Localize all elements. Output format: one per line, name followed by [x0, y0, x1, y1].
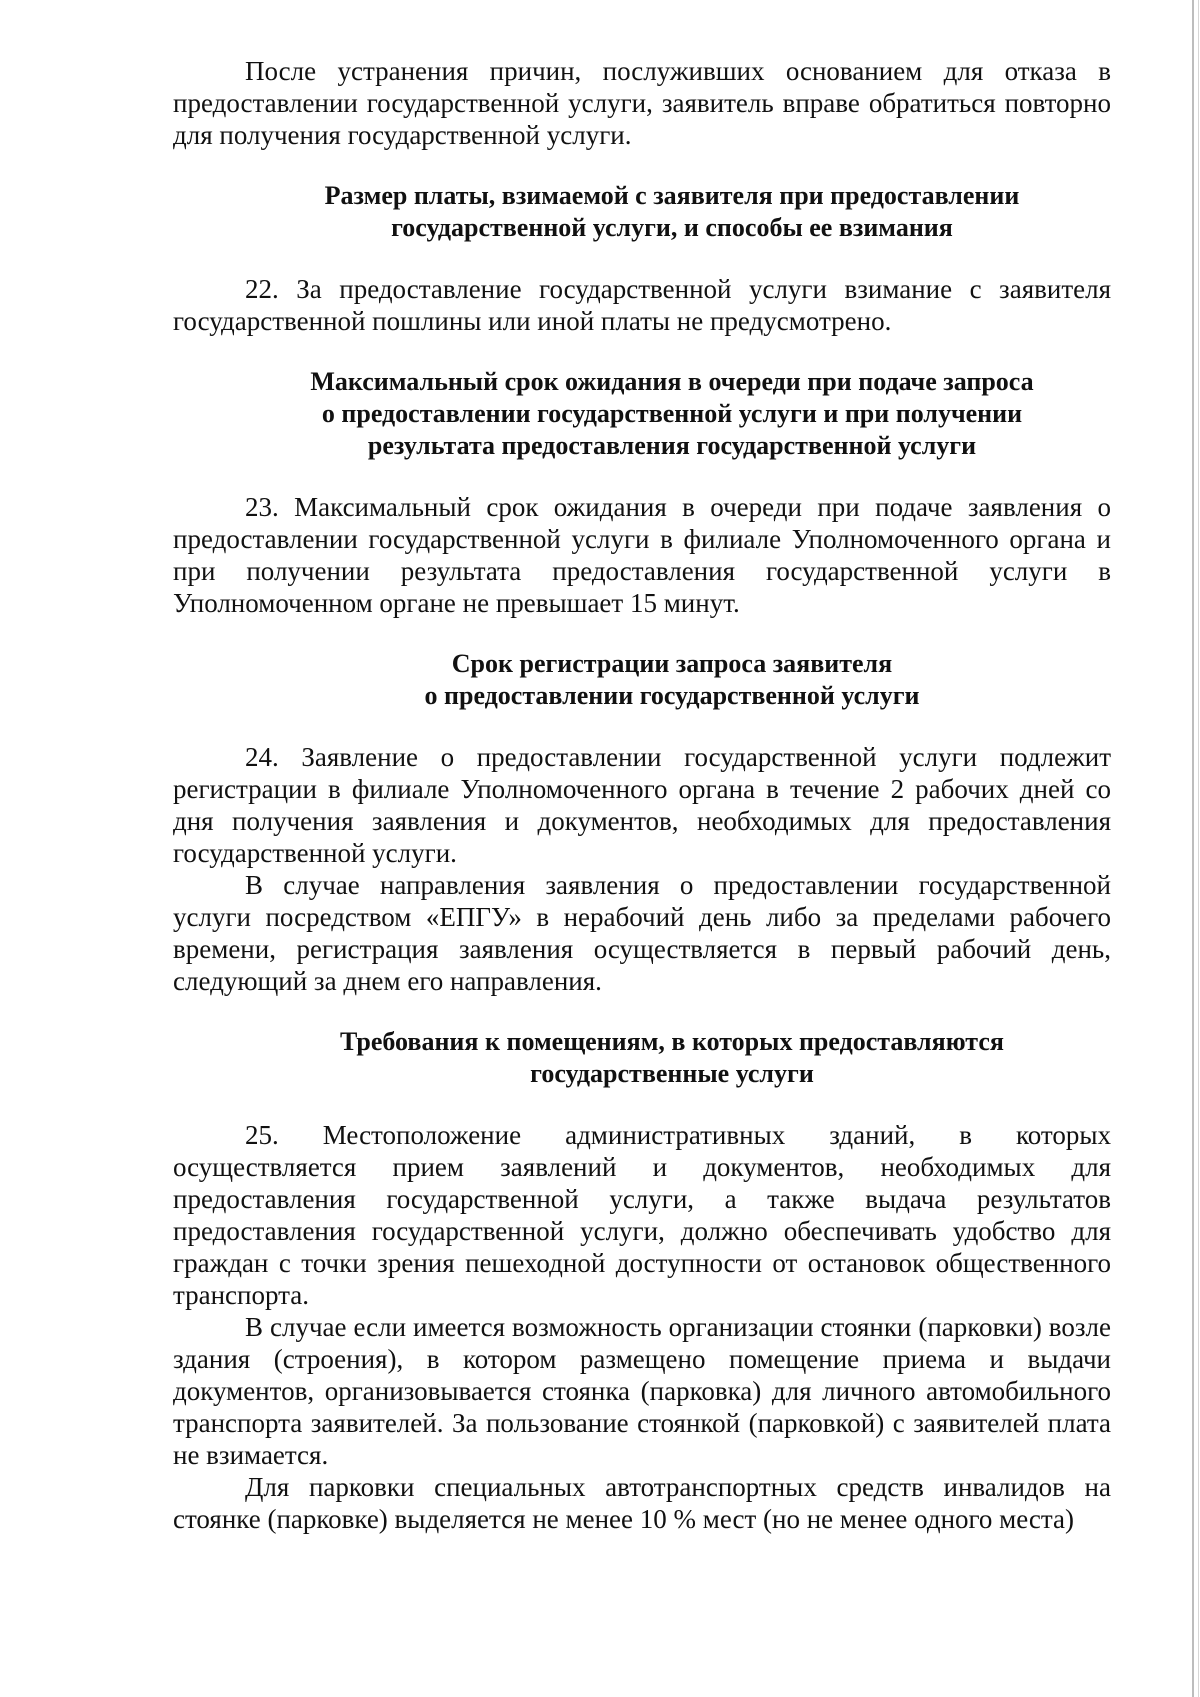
heading-registration [173, 648, 1111, 712]
paragraph-24: 24. Заявление о предоставлении государственной услуги подлежит регистрации в филиале Уполномоченного органа в течение 2 рабочих дней со дня получения заявления и документов, необходимых для предоставления государственной услуги. [173, 742, 1111, 868]
heading-line: о предоставлении государственной услуги [424, 681, 920, 710]
paragraph-intro: После устранения причин, послуживших основанием для отказа в предоставлении государственной услуги, заявитель вправе обратиться повторно для получения государственной услуги. [173, 56, 1111, 150]
heading-line: государственные услуги [530, 1059, 814, 1088]
heading-queue [173, 366, 1111, 462]
heading-line: Требования к помещениям, в которых предоставляются [340, 1027, 1004, 1056]
paragraph-24-continued: В случае направления заявления о предоставлении государственной услуги посредством «ЕПГУ» в нерабочий день либо за пределами рабочего времени, регистрация заявления осуществляется в первый рабочий день, следующий за днем его направления. [173, 870, 1111, 996]
paragraph-22: 22. За предоставление государственной услуги взимание с заявителя государственной пошлины или иной платы не предусмотрено. [173, 274, 1111, 336]
scan-edge-inner [1198, 0, 1199, 1697]
heading-line: результата предоставления государственной услуги [367, 431, 977, 460]
heading-line: Размер платы, взимаемой с заявителя при предоставлении [324, 181, 1020, 210]
heading-premises [173, 1026, 1111, 1090]
scan-edge [1192, 0, 1194, 1697]
heading-line: о предоставлении государственной услуги и при получении [321, 399, 1023, 428]
paragraph-25: 25. Местоположение административных зданий, в которых осуществляется прием заявлений и документов, необходимых для предоставления государственной услуги, а также выдача результатов предоставления государственной услуги, должно обеспечивать удобство для граждан с точки зрения пешеходной доступности от остановок общественного транспорта. [173, 1120, 1111, 1310]
heading-line: Максимальный срок ожидания в очереди при подаче запроса [310, 367, 1034, 396]
paragraph-25-disabled-parking: Для парковки специальных автотранспортных средств инвалидов на стоянке (парковке) выделяется не менее 10 % мест (но не менее одного места) [173, 1472, 1111, 1534]
heading-line: Срок регистрации запроса заявителя [451, 649, 893, 678]
heading-line: государственной услуги, и способы ее взимания [391, 213, 953, 242]
paragraph-23: 23. Максимальный срок ожидания в очереди при подаче заявления о предоставлении государственной услуги в филиале Уполномоченного органа и при получении результата предоставления государственной услуги в Уполномоченном органе не превышает 15 минут. [173, 492, 1111, 618]
paragraph-25-parking: В случае если имеется возможность организации стоянки (парковки) возле здания (строения), в котором размещено помещение приема и выдачи документов, организовывается стоянка (парковка) для личного автомобильного транспорта заявителей. За пользование стоянкой (парковкой) с заявителей плата не взимается. [173, 1312, 1111, 1470]
document-page [173, 55, 1111, 1535]
heading-fee [173, 180, 1111, 244]
